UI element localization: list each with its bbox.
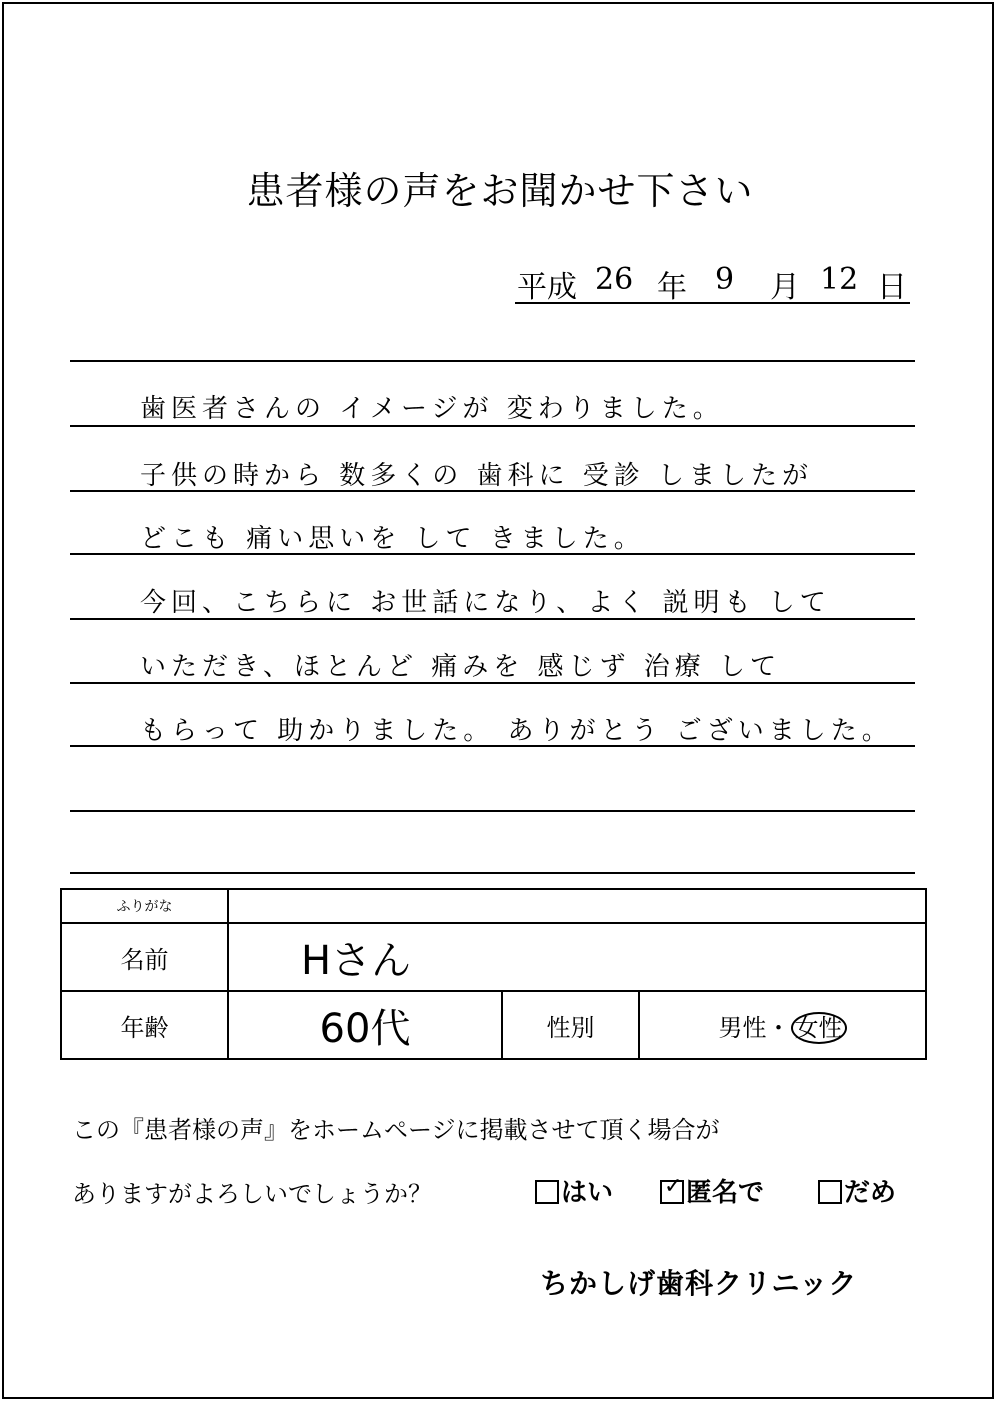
date-year: 26 — [595, 262, 634, 297]
message-line: 子供の時から 数多くの 歯科に 受診 しましたが — [140, 461, 814, 491]
furigana-label: ふりがな — [61, 889, 228, 923]
check-icon: ✓ — [664, 1174, 683, 1199]
form-title: 患者様の声をお聞かせ下さい — [246, 169, 754, 213]
consent-question-1: この『患者様の声』をホームページに掲載させて頂く場合が — [72, 1116, 720, 1144]
name-label: 名前 — [61, 923, 228, 991]
date-month: 9 — [715, 262, 735, 297]
age-label: 年齢 — [61, 991, 228, 1059]
gender-options — [639, 991, 926, 1059]
gender-male: 男性 — [718, 1013, 767, 1042]
clinic-name: ちかしげ歯科クリニック — [540, 1267, 858, 1300]
furigana-value — [228, 889, 926, 923]
message-line: 今回、こちらに お世話になり、よく 説明も して — [140, 588, 831, 618]
message-line: どこも 痛い思いを して きました。 — [140, 524, 645, 554]
gender-female: 女性 — [791, 1012, 847, 1044]
date-line — [515, 258, 910, 304]
date-month-unit: 月 — [770, 270, 800, 305]
date-year-unit: 年 — [657, 270, 687, 305]
consent-option-anonymous-label: 匿名で — [686, 1178, 765, 1208]
date-day-unit: 日 — [877, 270, 907, 305]
ruled-line — [70, 810, 915, 812]
checkbox-anonymous[interactable] — [660, 1174, 684, 1204]
patient-info-table — [60, 888, 927, 1060]
message-line: もらって 助かりました。 ありがとう ございました。 — [140, 716, 893, 746]
consent-option-no-label: だめ — [844, 1178, 897, 1208]
gender-label: 性別 — [502, 991, 639, 1059]
date-day: 12 — [820, 262, 859, 297]
date-era: 平成 — [517, 270, 577, 305]
message-line: いただき、ほとんど 痛みを 感じず 治療 して — [140, 652, 782, 682]
consent-option-no[interactable] — [818, 1172, 896, 1209]
checkbox-no[interactable] — [818, 1180, 842, 1204]
ruled-line — [70, 872, 915, 874]
checkbox-yes[interactable] — [535, 1180, 559, 1204]
ruled-line — [70, 425, 915, 427]
message-line: 歯医者さんの イメージが 変わりました。 — [140, 394, 724, 424]
ruled-line — [70, 360, 915, 362]
age-value: 60代 — [228, 991, 502, 1059]
consent-option-anonymous[interactable] — [660, 1172, 764, 1209]
consent-option-yes-label: はい — [561, 1178, 614, 1208]
consent-question-2: ありますがよろしいでしょうか？ — [72, 1180, 432, 1208]
gender-separator: ・ — [766, 1013, 791, 1042]
name-value: Hさん — [228, 923, 926, 991]
consent-option-yes[interactable] — [535, 1172, 613, 1209]
